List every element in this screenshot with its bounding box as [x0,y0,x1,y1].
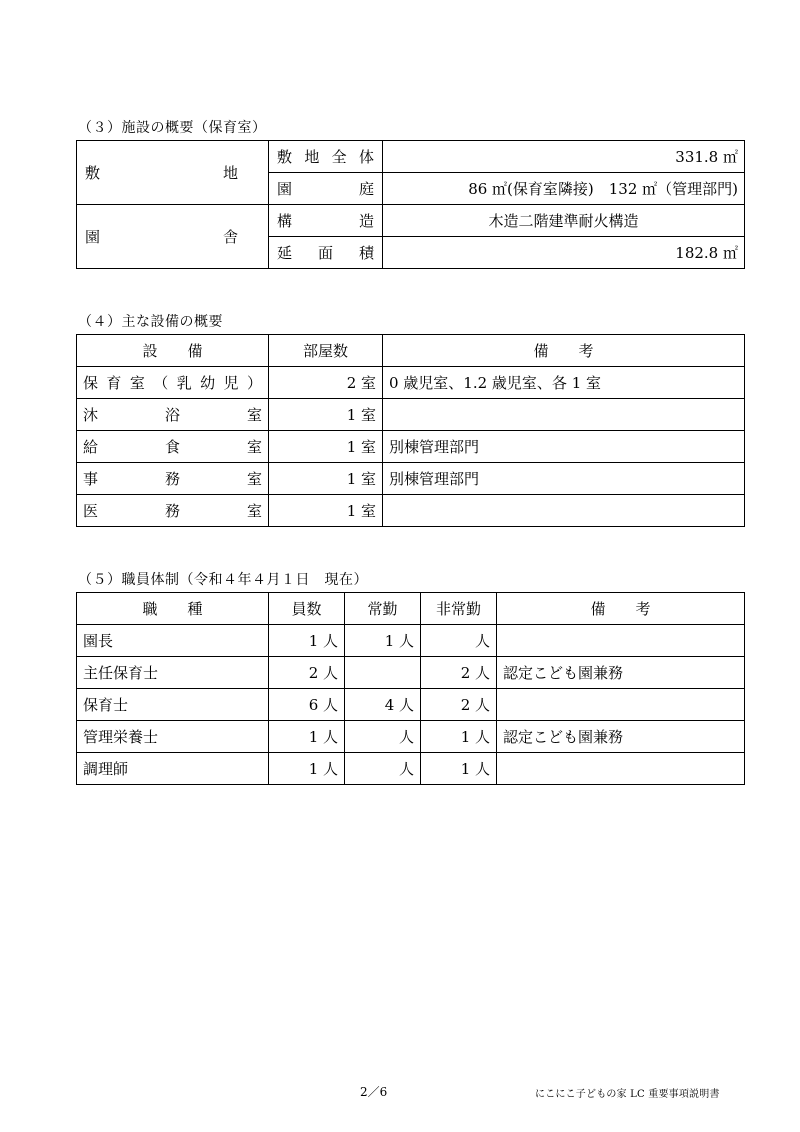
table-row [77,657,745,689]
room-count: 1 室 [269,399,383,431]
table-row [77,463,745,495]
equipment-header: 設 備 [77,335,269,367]
room-count: 2 室 [269,367,383,399]
staff-count-header: 員数 [269,593,345,625]
staff-type: 主任保育士 [77,657,269,689]
equipment-remarks: 別棟管理部門 [383,463,745,495]
part-time-count: 1 人 [421,753,497,785]
staff-count: 6 人 [269,689,345,721]
staff-count: 2 人 [269,657,345,689]
staff-remarks: 認定こども園兼務 [497,657,745,689]
equipment-remarks: 0 歳児室、1.2 歳児室、各 1 室 [383,367,745,399]
full-time-header: 常勤 [345,593,421,625]
structure-value: 木造二階建準耐火構造 [383,205,745,237]
part-time-count: 人 [421,625,497,657]
section4-title: （４）主な設備の概要 [78,314,223,330]
site-label: 敷 地 [77,141,269,205]
full-time-count: 人 [345,721,421,753]
part-time-count: 2 人 [421,657,497,689]
table-row [77,625,745,657]
table-row [77,399,745,431]
full-time-count: 4 人 [345,689,421,721]
table-row [77,367,745,399]
equipment-name: 保育室（乳幼児） [77,367,269,399]
staff-count: 1 人 [269,721,345,753]
staff-table [76,592,745,785]
equipment-name: 医 務 室 [77,495,269,527]
site-total-label: 敷地全体 [269,141,383,173]
room-count: 1 室 [269,495,383,527]
full-time-count: 人 [345,753,421,785]
document-title: にこにこ子どもの家 LC 重要事項説明書 [535,1089,720,1100]
equipment-name: 沐 浴 室 [77,399,269,431]
equipment-name: 事 務 室 [77,463,269,495]
staff-type-header: 職 種 [77,593,269,625]
equipment-table [76,334,745,527]
equipment-name: 給 食 室 [77,431,269,463]
structure-label: 構 造 [269,205,383,237]
staff-remarks [497,625,745,657]
remarks-header: 備 考 [383,335,745,367]
room-count: 1 室 [269,431,383,463]
garden-value: 86 ㎡(保育室隣接) 132 ㎡（管理部門) [383,173,745,205]
staff-type: 保育士 [77,689,269,721]
table-row [77,431,745,463]
room-count: 1 室 [269,463,383,495]
equipment-remarks [383,399,745,431]
page-number: 2／6 [360,1085,388,1099]
section5-title: （５）職員体制（令和４年４月１日 現在） [78,572,368,588]
table-row [77,721,745,753]
rooms-header: 部屋数 [269,335,383,367]
site-total-value: 331.8 ㎡ [383,141,745,173]
staff-count: 1 人 [269,625,345,657]
section3-title: （３）施設の概要（保育室） [78,120,267,136]
part-time-header: 非常勤 [421,593,497,625]
staff-type: 調理師 [77,753,269,785]
staff-remarks [497,753,745,785]
part-time-count: 2 人 [421,689,497,721]
equipment-remarks [383,495,745,527]
staff-remarks: 認定こども園兼務 [497,721,745,753]
garden-label: 園 庭 [269,173,383,205]
table-row [77,689,745,721]
staff-remarks-header: 備 考 [497,593,745,625]
staff-type: 園長 [77,625,269,657]
floor-area-label: 延 面 積 [269,237,383,269]
facility-table [76,140,745,269]
full-time-count [345,657,421,689]
equipment-remarks: 別棟管理部門 [383,431,745,463]
table-row [77,753,745,785]
staff-type: 管理栄養士 [77,721,269,753]
table-row [77,495,745,527]
full-time-count: 1 人 [345,625,421,657]
staff-remarks [497,689,745,721]
staff-count: 1 人 [269,753,345,785]
building-label: 園 舎 [77,205,269,269]
part-time-count: 1 人 [421,721,497,753]
floor-area-value: 182.8 ㎡ [383,237,745,269]
